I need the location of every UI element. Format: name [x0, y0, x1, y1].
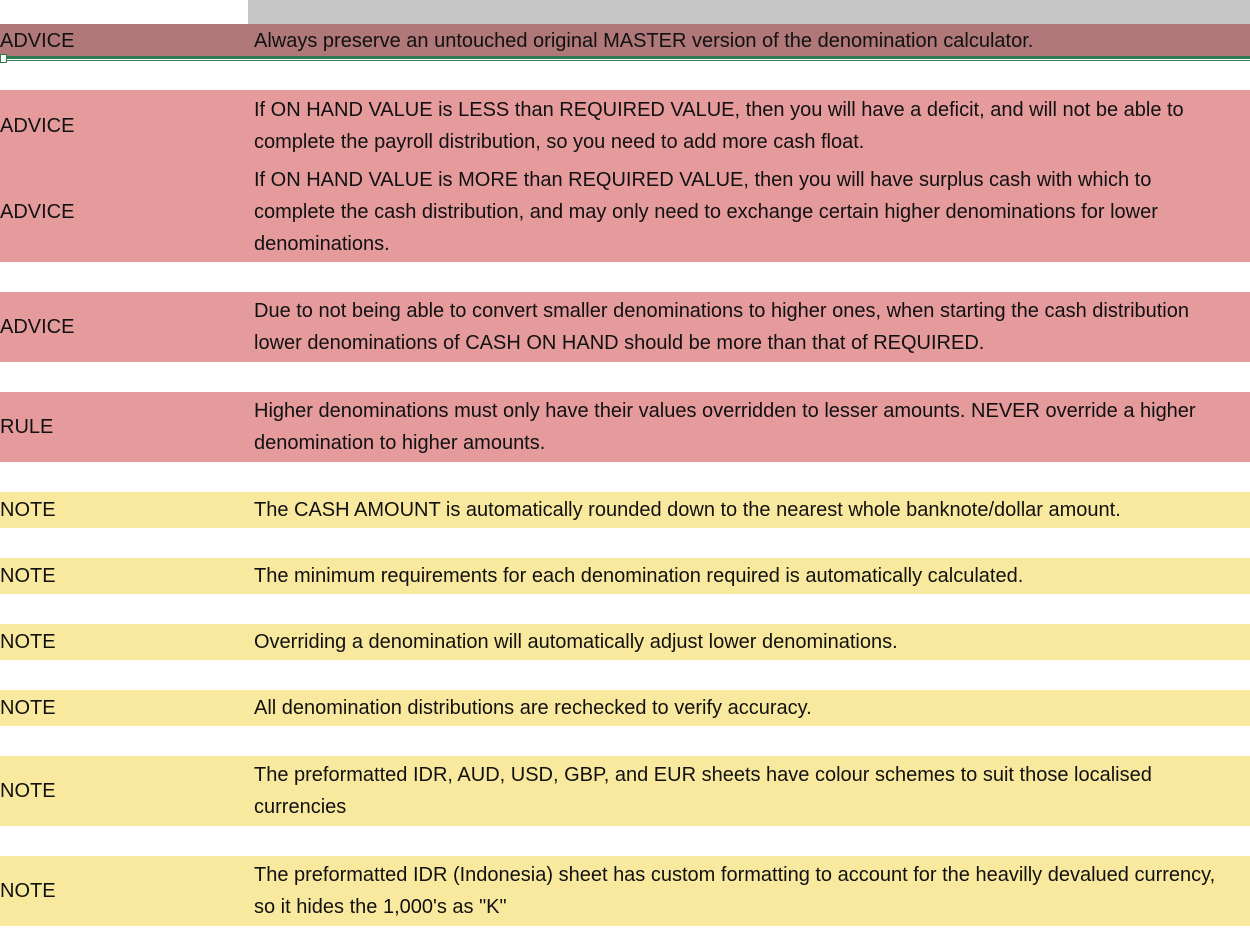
row-label: NOTE [0, 780, 56, 802]
sheet-row-note-idr-format[interactable] [0, 856, 1250, 926]
row-label: NOTE [0, 697, 56, 719]
row-text: The preformatted IDR, AUD, USD, GBP, and EUR sheets have colour schemes to suit those localised currencies [254, 764, 1152, 818]
sheet-row-note-overriding[interactable] [0, 624, 1250, 660]
row-label: ADVICE [0, 201, 75, 223]
row-text: All denomination distributions are rechecked to verify accuracy. [254, 697, 812, 719]
row-text: The minimum requirements for each denomination required is automatically calculated. [254, 565, 1024, 587]
row-text: Higher denominations must only have their values overridden to lesser amounts. NEVER override a higher denomination to higher amounts. [254, 400, 1196, 454]
sheet-row-note-colour-schemes[interactable] [0, 756, 1250, 826]
column-header-strip [248, 0, 1250, 24]
row-text: The CASH AMOUNT is automatically rounded down to the nearest whole banknote/dollar amount. [254, 499, 1121, 521]
row-label: ADVICE [0, 316, 75, 338]
row-text: If ON HAND VALUE is MORE than REQUIRED VALUE, then you will have surplus cash with which to complete the cash distribution, and may only need to exchange certain higher denominations for lower denominations. [254, 169, 1158, 255]
sheet-row-advice-master[interactable] [0, 24, 1250, 58]
sheet-row-rule-override[interactable] [0, 392, 1250, 462]
row-text: If ON HAND VALUE is LESS than REQUIRED VALUE, then you will have a deficit, and will not be able to complete the payroll distribution, so you need to add more cash float. [254, 99, 1184, 153]
row-text: Always preserve an untouched original MASTER version of the denomination calculator. [254, 30, 1034, 52]
sheet-row-advice-surplus[interactable] [0, 162, 1250, 262]
selection-handle[interactable] [0, 54, 7, 63]
row-text: The preformatted IDR (Indonesia) sheet has custom formatting to account for the heavilly devalued currency, so it hides the 1,000's as "K" [254, 864, 1216, 918]
sheet-row-advice-deficit[interactable] [0, 90, 1250, 162]
sheet-row-note-minimum[interactable] [0, 558, 1250, 594]
row-label: RULE [0, 416, 54, 438]
row-label: NOTE [0, 565, 56, 587]
row-text: Overriding a denomination will automatically adjust lower denominations. [254, 631, 898, 653]
sheet-row-note-rounding[interactable] [0, 492, 1250, 528]
row-label: NOTE [0, 880, 56, 902]
row-text: Due to not being able to convert smaller denominations to higher ones, when starting the cash distribution lower denominations of CASH ON HAND should be more than that of REQUIRED. [254, 300, 1189, 354]
cell-selection-border [0, 56, 1250, 61]
sheet-row-advice-lower-denominations[interactable] [0, 292, 1250, 362]
row-label: NOTE [0, 499, 56, 521]
sheet-row-note-rechecked[interactable] [0, 690, 1250, 726]
row-label: ADVICE [0, 115, 75, 137]
row-label: NOTE [0, 631, 56, 653]
row-label: ADVICE [0, 30, 75, 52]
